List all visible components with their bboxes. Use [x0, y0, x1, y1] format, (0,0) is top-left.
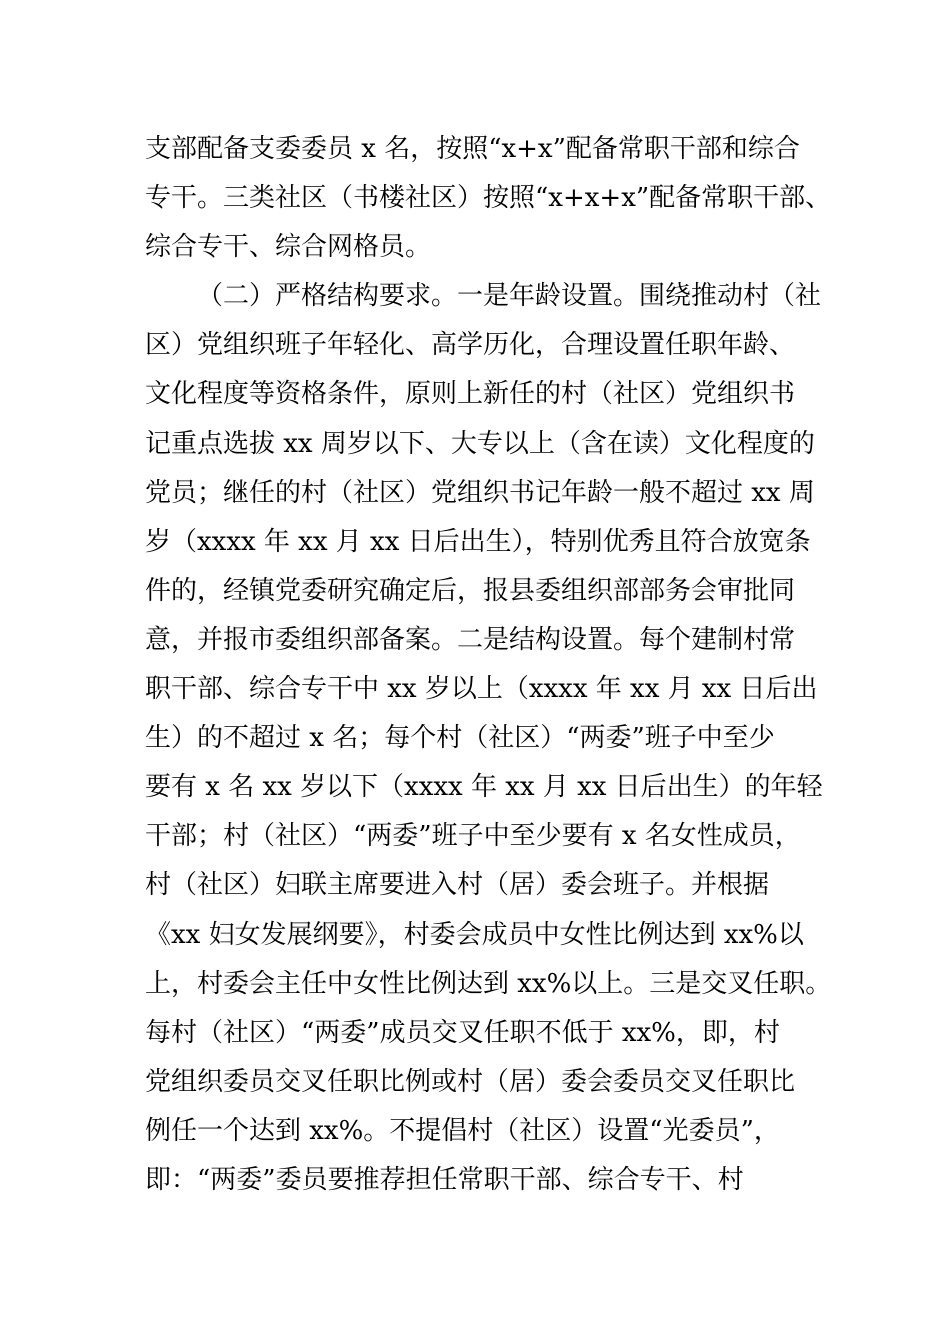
text-line: 党组织委员交叉任职比例或村（居）委会委员交叉任职比: [145, 1066, 796, 1097]
text-line: 例任一个达到 xx%。不提倡村（社区）设置“光委员”，: [145, 1115, 780, 1146]
text-line: 上，村委会主任中女性比例达到 xx%以上。三是交叉任职。: [145, 968, 832, 999]
document-body: [145, 125, 845, 1205]
text-line: 岁（xxxx 年 xx 月 xx 日后出生），特别优秀且符合放宽条: [145, 526, 811, 557]
paragraph-start-line: （二）严格结构要求。一是年龄设置。围绕推动村（社: [197, 281, 822, 312]
text-line: 区）党组织班子年轻化、高学历化，合理设置任职年龄、: [145, 330, 796, 361]
text-line: 党员；继任的村（社区）党组织书记年龄一般不超过 xx 周: [145, 477, 815, 508]
text-line: 文化程度等资格条件，原则上新任的村（社区）党组织书: [145, 379, 796, 410]
text-line: 村（社区）妇联主席要进入村（居）委会班子。并根据: [145, 870, 770, 901]
text-line: 《xx 妇女发展纲要》，村委会成员中女性比例达到 xx%以: [145, 919, 804, 950]
text-line: 生）的不超过 x 名；每个村（社区）“两委”班子中至少: [145, 723, 775, 754]
text-line: 即：“两委”委员要推荐担任常职干部、综合专干、村: [145, 1164, 744, 1195]
text-line: 干部；村（社区）“两委”班子中至少要有 x 名女性成员，: [145, 821, 801, 852]
text-line: 每村（社区）“两委”成员交叉任职不低于 xx%，即，村: [145, 1017, 780, 1048]
text-line: 职干部、综合专干中 xx 岁以上（xxxx 年 xx 月 xx 日后出: [145, 674, 818, 705]
text-line: 意，并报市委组织部备案。二是结构设置。每个建制村常: [145, 624, 796, 655]
text-line: 支部配备支委委员 x 名，按照“x+x”配备常职干部和综合: [145, 134, 800, 164]
text-line: 专干。三类社区（书楼社区）按照“x+x+x”配备常职干部、: [145, 183, 832, 214]
text-line: 要有 x 名 xx 岁以下（xxxx 年 xx 月 xx 日后出生）的年轻: [145, 772, 823, 803]
text-line: 综合专干、综合网格员。: [145, 232, 432, 263]
text-line: 件的，经镇党委研究确定后，报县委组织部部务会审批同: [145, 575, 796, 606]
text-line: 记重点选拔 xx 周岁以下、大专以上（含在读）文化程度的: [145, 428, 815, 459]
